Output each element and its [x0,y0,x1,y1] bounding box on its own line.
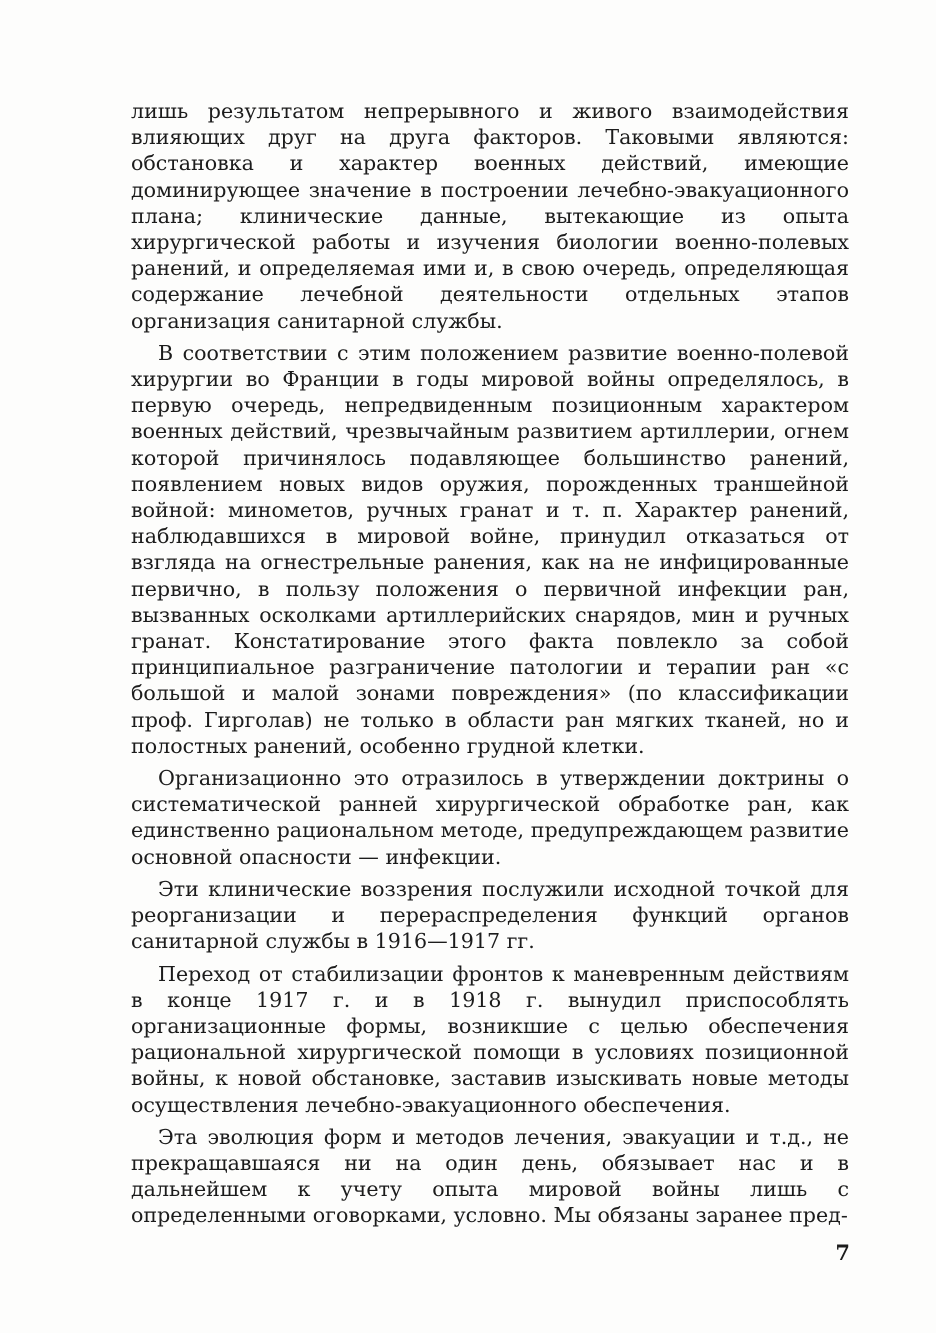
paragraph-1: лишь результатом непрерывного и живого взаимодействия влияющих друг на друга факторов. Таковыми являются: обстановка и характер военных действий, имеющие доминирующее значение в построении лечебно-эвакуационного плана; клинические данные, вытекающие из опыта хирургической работы и изучения биологии военно-полевых ранений, и определяемая ими и, в свою очередь, определяющая содержание лечебной деятельности отдельных этапов организация санитарной службы. [131,99,849,333]
paragraph-3: Организационно это отразилось в утверждении доктрины о систематической ранней хирургической обработке ран, как единственно рациональном методе, предупреждающем развитие основной опасности — инфекции. [131,766,849,869]
paragraph-2: В соответствии с этим положением развитие военно-полевой хирургии во Франции в годы мировой войны определялось, в первую очередь, непредвиденным позиционным характером военных действий, чрезвычайным развитием артиллерии, огнем которой причинялось подавляющее большинство ранений, появлением новых видов оружия, порожденных траншейной войной: минометов, ручных гранат и т. п. Характер ранений, наблюдавшихся в мировой войне, принудил отказаться от взгляда на огнестрельные ранения, как на не инфицированные первично, в пользу положения о первичной инфекции ран, вызванных осколками артиллерийских снарядов, мин и ручных гранат. Констатирование этого факта повлекло за собой принципиальное разграничение патологии и терапии ран «с большой и малой зонами повреждения» (по классификации проф. Гирголав) не только в области ран мягких тканей, но и полостных ранений, особенно грудной клетки. [131,340,849,758]
paragraph-6: Эта эволюция форм и методов лечения, эвакуации и т.д., не прекращавшаяся ни на один день, обязывает нас и в дальнейшем к учету опыта мировой войны лишь с определенными оговорками, условно. Мы обязаны заранее пред- [131,1124,849,1228]
paragraph-4: Эти клинические воззрения послужили исходной точкой для реорганизации и перераспределения функций органов санитарной службы в 1916—1917 гг. [131,876,849,954]
body-text [131,98,849,1235]
page-number: 7 [835,1240,850,1265]
paragraph-5: Переход от стабилизации фронтов к маневренным действиям в конце 1917 г. и в 1918 г. вынудил приспособлять организационные формы, возникшие с целью обеспечения рациональной хирургической помощи в условиях позиционной войны, к новой обстановке, заставив изыскивать новые методы осуществления лечебно-эвакуационного обеспечения. [131,961,849,1117]
